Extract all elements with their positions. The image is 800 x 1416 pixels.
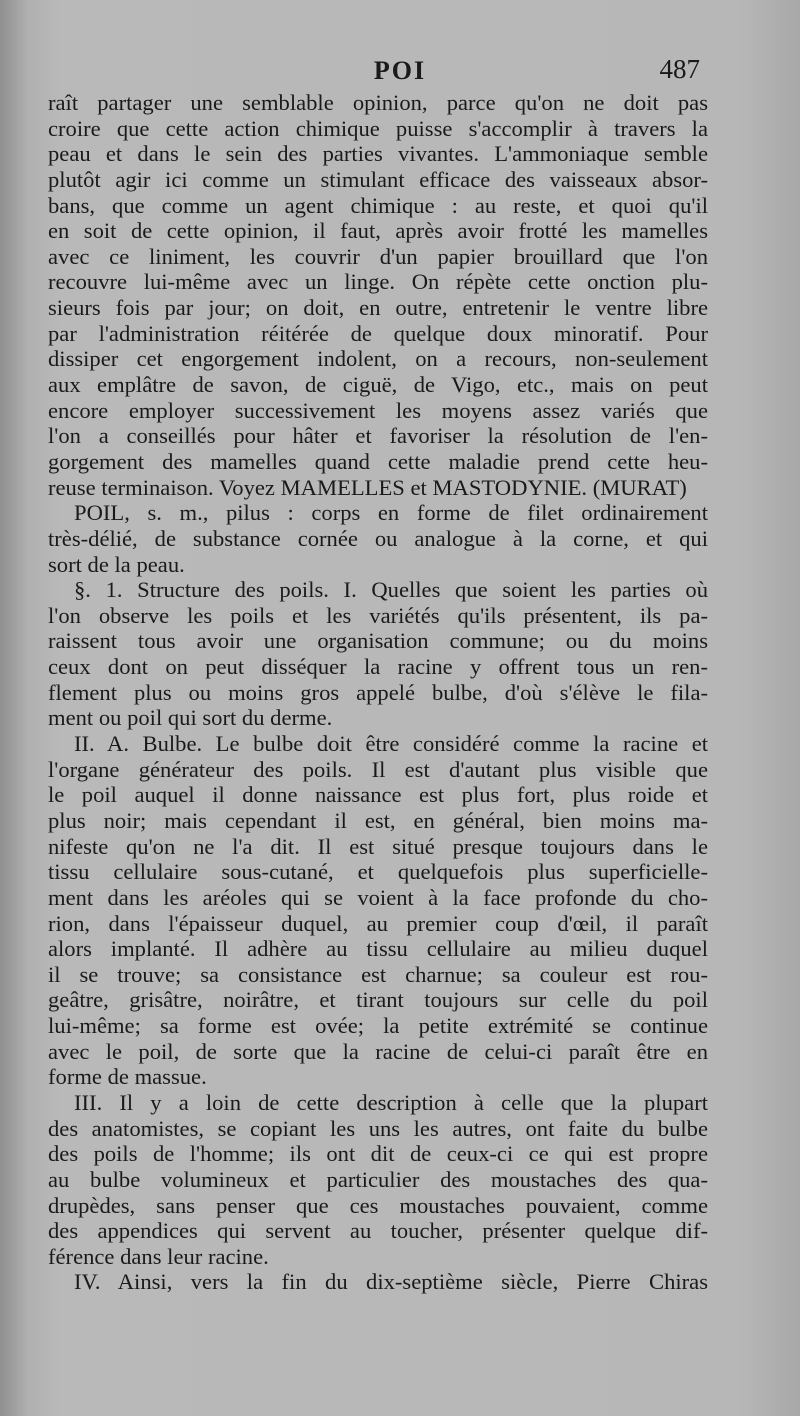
text-line: nifeste qu'on ne l'a dit. Il est situé presque toujours dans le — [48, 833, 708, 859]
text-line: au bulbe volumineux et particulier des moustaches des qua- — [48, 1166, 708, 1192]
text-line: IV. Ainsi, vers la fin du dix-septième siècle, Pierre Chiras — [74, 1269, 708, 1295]
text-line: plutôt agir ici comme un stimulant efficace des vaisseaux absor- — [48, 166, 708, 192]
text-line: II. A. Bulbe. Le bulbe doit être considéré comme la racine et — [74, 731, 708, 757]
text-line: des anatomistes, se copiant les uns les autres, ont faite du bulbe — [48, 1115, 708, 1141]
text-line: peau et dans le sein des parties vivantes. L'ammoniaque semble — [48, 141, 708, 167]
text-line: rion, dans l'épaisseur duquel, au premier coup d'œil, il paraît — [48, 910, 708, 936]
text-line: par l'administration réitérée de quelque doux minoratif. Pour — [48, 320, 708, 346]
text-line: bans, que comme un agent chimique : au reste, et quoi qu'il — [48, 192, 708, 218]
text-line: l'organe générateur des poils. Il est d'autant plus visible que — [48, 756, 708, 782]
text-line: très-délié, de substance cornée ou analogue à la corne, et qui — [48, 525, 708, 551]
text-line: encore employer successivement les moyens assez variés que — [48, 397, 708, 423]
text-line: §. 1. Structure des poils. I. Quelles que soient les parties où — [74, 577, 708, 603]
text-line: alors implanté. Il adhère au tissu cellulaire au milieu duquel — [48, 936, 708, 962]
text-line: férence dans leur racine. — [48, 1243, 269, 1269]
text-line: des appendices qui servent au toucher, présenter quelque dif- — [48, 1218, 708, 1244]
text-line: avec ce liniment, les couvrir d'un papier brouillard que l'on — [48, 243, 708, 269]
text-line: des poils de l'homme; ils ont dit de ceux-ci ce qui est propre — [48, 1141, 708, 1167]
text-line: recouvre lui-même avec un linge. On répète cette onction plu- — [48, 269, 708, 295]
text-line: lui-même; sa forme est ovée; la petite extrémité se continue — [48, 1013, 708, 1039]
text-line: drupèdes, sans penser que ces moustaches pouvaient, comme — [48, 1192, 708, 1218]
text-line: reuse terminaison. Voyez MAMELLES et MASTODYNIE. (MURAT) — [48, 474, 687, 500]
text-line: sort de la peau. — [48, 551, 185, 577]
text-line: plus noir; mais cependant il est, en général, bien moins ma- — [48, 807, 708, 833]
text-line: gorgement des mamelles quand cette maladie prend cette heu- — [48, 448, 708, 474]
text-line: flement plus ou moins gros appelé bulbe, d'où s'élève le fila- — [48, 679, 708, 705]
text-line: dissiper cet engorgement indolent, on a recours, non-seulement — [48, 346, 708, 372]
text-line: III. Il y a loin de cette description à celle que la plupart — [74, 1089, 708, 1115]
text-line: ment dans les aréoles qui se voient à la face profonde du cho- — [48, 884, 708, 910]
text-line: raît partager une semblable opinion, parce qu'on ne doit pas — [48, 90, 708, 115]
text-line: l'on a conseillés pour hâter et favoriser la résolution de l'en- — [48, 423, 708, 449]
text-line: aux emplâtre de savon, de ciguë, de Vigo, etc., mais on peut — [48, 372, 708, 398]
text-line: avec le poil, de sorte que la racine de celui-ci paraît être en — [48, 1038, 708, 1064]
body-text — [48, 90, 708, 1295]
text-line: geâtre, grisâtre, noirâtre, et tirant toujours sur celle du poil — [48, 987, 708, 1013]
page-number: 487 — [659, 54, 700, 84]
text-line: ment ou poil qui sort du derme. — [48, 705, 333, 731]
running-title: POI — [373, 56, 427, 85]
text-line: il se trouve; sa consistance est charnue; sa couleur est rou- — [48, 961, 708, 987]
running-header — [0, 52, 800, 88]
text-line: l'on observe les poils et les variétés qu'ils présentent, ils pa- — [48, 602, 708, 628]
text-line: sieurs fois par jour; on doit, en outre, entretenir le ventre libre — [48, 295, 708, 321]
text-line: forme de massue. — [48, 1064, 207, 1090]
text-line: croire que cette action chimique puisse s'accomplir à travers la — [48, 115, 708, 141]
text-line: POIL, s. m., pilus : corps en forme de filet ordinairement — [74, 500, 708, 526]
text-line: ceux dont on peut disséquer la racine y offrent tous un ren- — [48, 654, 708, 680]
text-line: le poil auquel il donne naissance est plus fort, plus roide et — [48, 782, 708, 808]
text-line: tissu cellulaire sous-cutané, et quelquefois plus superficielle- — [48, 859, 708, 885]
text-line: raissent tous avoir une organisation commune; ou du moins — [48, 628, 708, 654]
text-line: en soit de cette opinion, il faut, après avoir frotté les mamelles — [48, 218, 708, 244]
